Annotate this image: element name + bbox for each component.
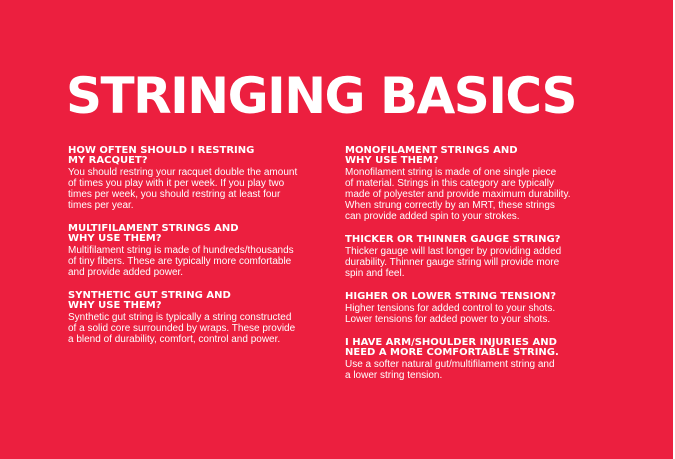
faq-item — [345, 146, 607, 222]
faq-answer: Higher tensions for added control to your shots. Lower tensions for added power to your shots. — [345, 303, 556, 325]
faq-answer: Multifilament string is made of hundreds/thousands of tiny fibers. These are typically more comfortable and provide added power. — [68, 245, 294, 278]
faq-question: HOW OFTEN SHOULD I RESTRING MY RACQUET? — [68, 145, 255, 166]
faq-answer: You should restring your racquet double the amount of times you play with it per week. If you play two times per week, you should restring at least four times per year. — [68, 167, 298, 211]
faq-answer: Thicker gauge will last longer by providing added durability. Thinner gauge string will provide more spin and feel. — [345, 246, 562, 279]
faq-answer: Use a softer natural gut/multifilament string and a lower string tension. — [345, 359, 555, 381]
right-column — [345, 146, 607, 394]
faq-item — [345, 292, 607, 325]
faq-item — [68, 146, 330, 211]
faq-question: MULTIFILAMENT STRINGS AND WHY USE THEM? — [68, 223, 239, 244]
faq-item — [68, 224, 330, 278]
faq-item — [345, 235, 607, 279]
faq-question: HIGHER OR LOWER STRING TENSION? — [345, 291, 557, 302]
faq-item — [68, 291, 330, 345]
faq-item — [345, 338, 607, 381]
faq-question: THICKER OR THINNER GAUGE STRING? — [345, 234, 561, 245]
faq-answer: Monofilament string is made of one single piece of material. Strings in this category are typically made of polyester and provide maximum durability. When strung correctly by an MRT, these strings can provide added spin to your strokes. — [345, 167, 571, 222]
faq-answer: Synthetic gut string is typically a string constructed of a solid core surrounded by wraps. These provide a blend of durability, comfort, control and power. — [68, 312, 296, 345]
left-column — [68, 146, 330, 358]
faq-question: MONOFILAMENT STRINGS AND WHY USE THEM? — [345, 145, 518, 166]
page-title: STRINGING BASICS — [66, 67, 577, 125]
faq-question: I HAVE ARM/SHOULDER INJURIES AND NEED A MORE COMFORTABLE STRING. — [345, 337, 559, 358]
faq-question: SYNTHETIC GUT STRING AND WHY USE THEM? — [68, 290, 231, 311]
